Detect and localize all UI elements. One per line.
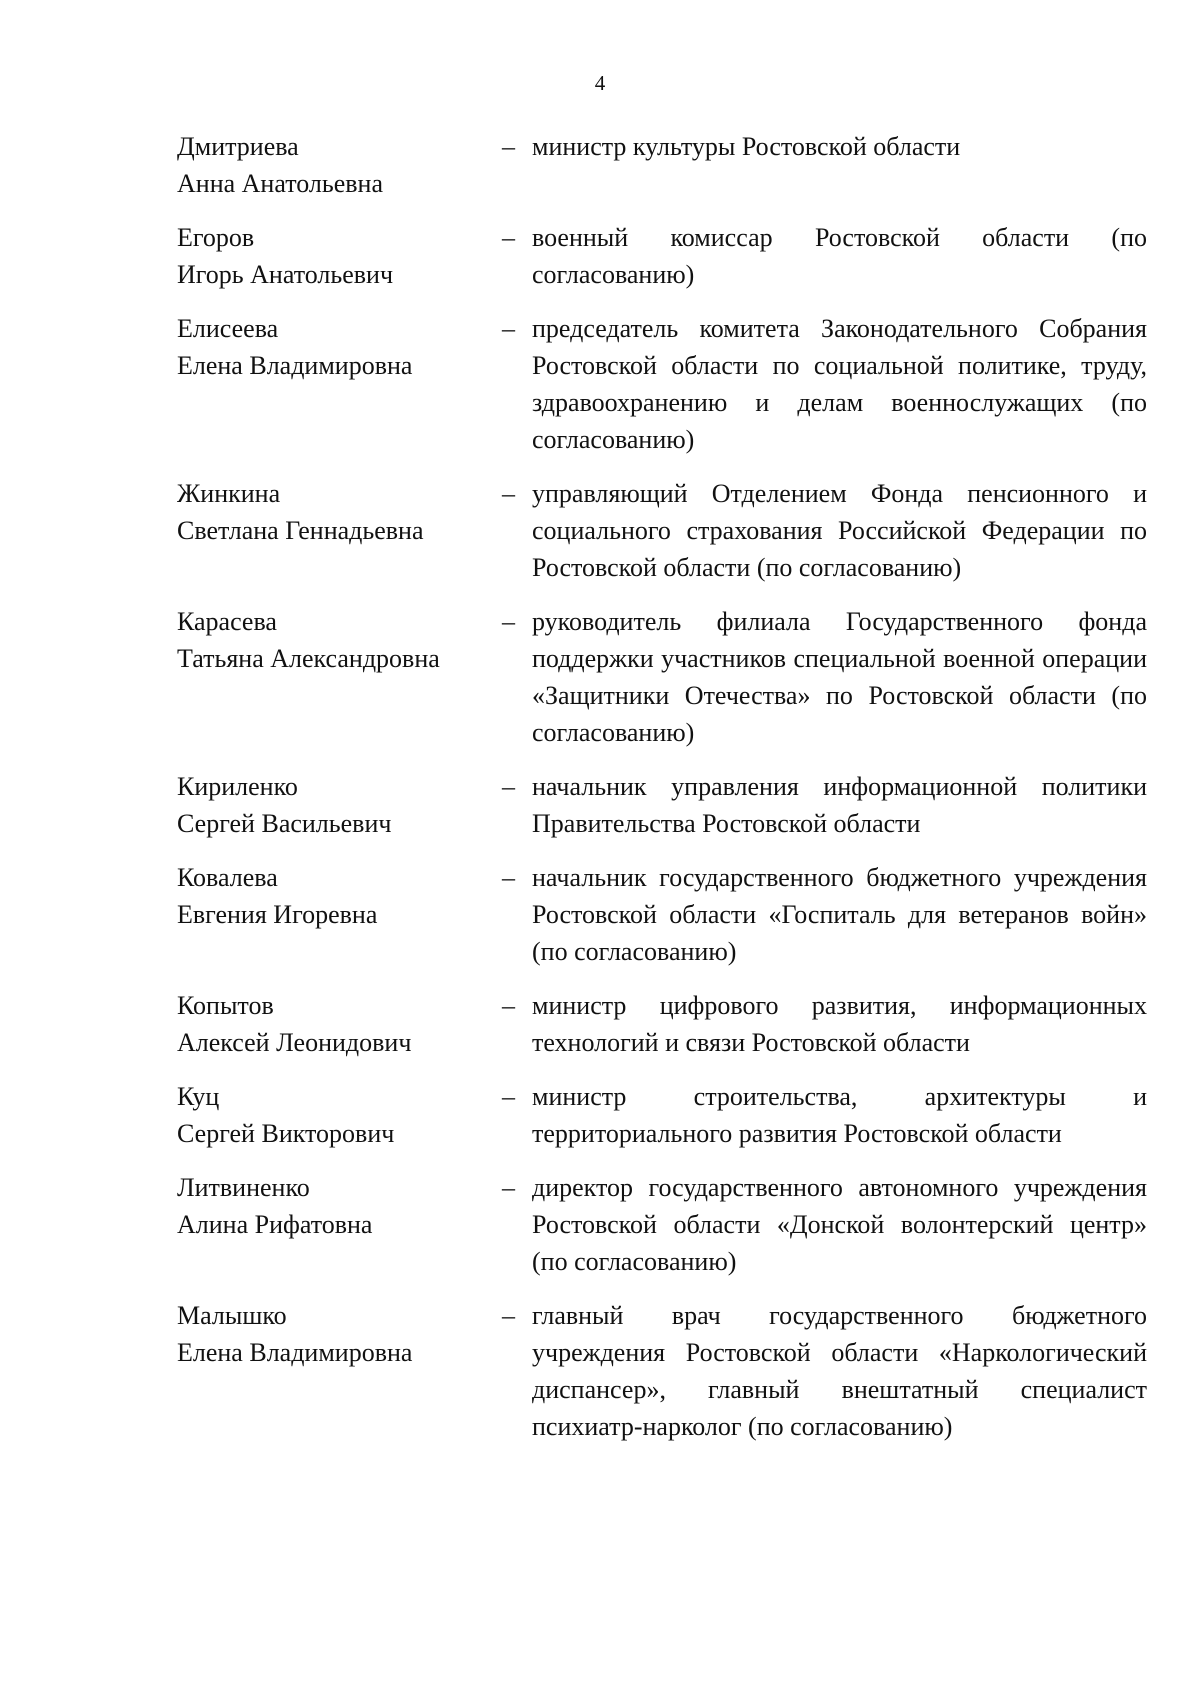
member-position: председатель комитета Законодательного Собрания Ростовской области по социальной политике, труду, здравоохранению и делам военнослужащих (по согласованию) — [532, 314, 1147, 454]
member-surname: Куц — [177, 1082, 220, 1111]
member-surname: Карасева — [177, 607, 277, 636]
member-given-names: Татьяна Александровна — [177, 644, 440, 673]
dash-separator: – — [502, 314, 515, 343]
member-given-names: Евгения Игоревна — [177, 900, 378, 929]
members-list — [177, 128, 1147, 1462]
member-name — [177, 1169, 502, 1243]
member-name — [177, 768, 502, 842]
member-surname: Литвиненко — [177, 1173, 310, 1202]
member-given-names: Алексей Леонидович — [177, 1028, 412, 1057]
member-surname: Елисеева — [177, 314, 279, 343]
member-name — [177, 859, 502, 933]
member-position: начальник управления информационной политики Правительства Ростовской области — [532, 772, 1147, 838]
dash-separator: – — [502, 991, 515, 1020]
member-name — [177, 310, 502, 384]
member-surname: Копытов — [177, 991, 274, 1020]
member-name — [177, 219, 502, 293]
page-number: 4 — [594, 71, 606, 95]
member-surname: Малышко — [177, 1301, 287, 1330]
member-surname: Жинкина — [177, 479, 281, 508]
member-given-names: Светлана Геннадьевна — [177, 516, 424, 545]
dash-separator: – — [502, 132, 515, 161]
dash-separator: – — [502, 607, 515, 636]
member-given-names: Елена Владимировна — [177, 351, 413, 380]
list-item — [177, 987, 1147, 1061]
member-name — [177, 603, 502, 677]
member-name — [177, 1297, 502, 1371]
list-item — [177, 768, 1147, 842]
list-item — [177, 1169, 1147, 1280]
member-position: начальник государственного бюджетного учреждения Ростовской области «Госпиталь для ветеранов войн» (по согласованию) — [532, 863, 1147, 966]
member-position: руководитель филиала Государственного фонда поддержки участников специальной военной операции «Защитники Отечества» по Ростовской области (по согласованию) — [532, 607, 1147, 747]
dash-separator: – — [502, 1301, 515, 1330]
dash-separator: – — [502, 1173, 515, 1202]
member-name — [177, 1078, 502, 1152]
member-name — [177, 475, 502, 549]
member-position: управляющий Отделением Фонда пенсионного и социального страхования Российской Федерации по Ростовской области (по согласованию) — [532, 479, 1147, 582]
list-item — [177, 603, 1147, 751]
member-name — [177, 128, 502, 202]
dash-separator: – — [502, 863, 515, 892]
member-surname: Дмитриева — [177, 132, 299, 161]
member-position: министр строительства, архитектуры и территориального развития Ростовской области — [532, 1082, 1147, 1148]
member-position: директор государственного автономного учреждения Ростовской области «Донской волонтерский центр» (по согласованию) — [532, 1173, 1147, 1276]
member-position: министр цифрового развития, информационных технологий и связи Ростовской области — [532, 991, 1147, 1057]
member-surname: Кириленко — [177, 772, 298, 801]
member-given-names: Игорь Анатольевич — [177, 260, 394, 289]
member-given-names: Елена Владимировна — [177, 1338, 413, 1367]
member-position: главный врач государственного бюджетного учреждения Ростовской области «Наркологический диспансер», главный внештатный специалист психиатр-нарколог (по согласованию) — [532, 1301, 1147, 1441]
member-given-names: Сергей Васильевич — [177, 809, 392, 838]
list-item — [177, 859, 1147, 970]
member-name — [177, 987, 502, 1061]
list-item — [177, 475, 1147, 586]
member-surname: Ковалева — [177, 863, 278, 892]
member-given-names: Алина Рифатовна — [177, 1210, 373, 1239]
list-item — [177, 219, 1147, 293]
list-item — [177, 1078, 1147, 1152]
list-item — [177, 1297, 1147, 1445]
member-position: военный комиссар Ростовской области (по согласованию) — [532, 223, 1147, 289]
member-surname: Егоров — [177, 223, 255, 252]
dash-separator: – — [502, 479, 515, 508]
member-given-names: Анна Анатольевна — [177, 169, 383, 198]
list-item — [177, 310, 1147, 458]
list-item — [177, 128, 1147, 202]
dash-separator: – — [502, 772, 515, 801]
member-position: министр культуры Ростовской области — [532, 132, 961, 161]
member-given-names: Сергей Викторович — [177, 1119, 395, 1148]
dash-separator: – — [502, 223, 515, 252]
dash-separator: – — [502, 1082, 515, 1111]
